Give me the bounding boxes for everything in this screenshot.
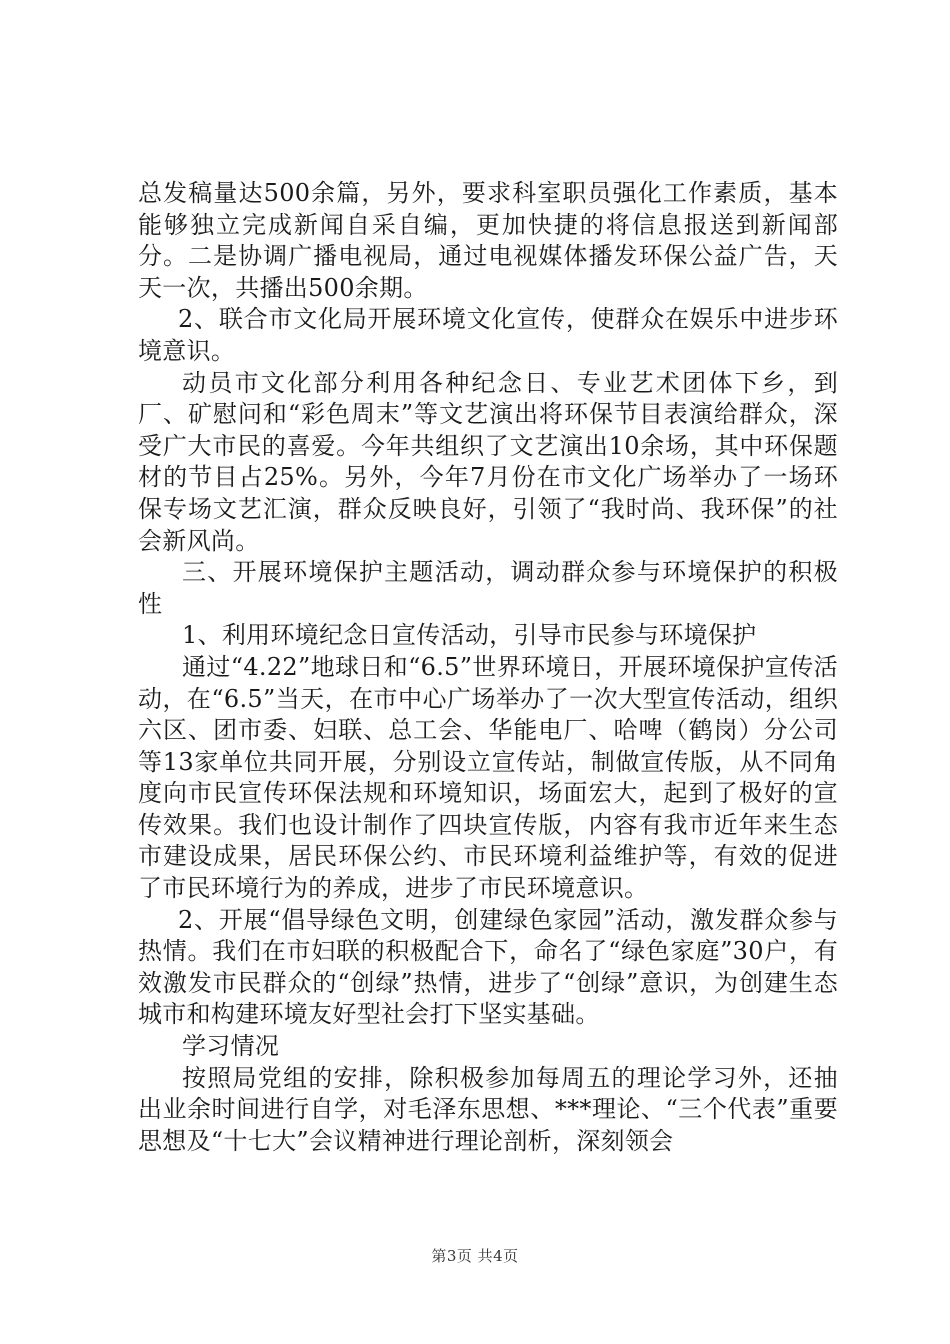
section-heading-study: 学习情况 <box>182 1032 280 1061</box>
paragraph-culture-body: 动员市文化部分利用各种纪念日、专业艺术团体下乡，到厂、矿慰问和“彩色周末”等文艺演出将环保节目表演给群众，深受广大市民的喜爱。今年共组织了文艺演出10余场，其中环保题材的节目占25%。另外，今年7月份在市文化广场举办了一场环保专场文艺汇演，群众反映良好，引领了“我时尚、我环保”的社会新风尚。 <box>138 368 838 555</box>
document-body <box>138 178 838 1157</box>
paragraph-commemoration-body: 通过“4.22”地球日和“6.5”世界环境日，开展环境保护宣传活动，在“6.5”当天，在市中心广场举办了一次大型宣传活动，组织六区、团市委、妇联、总工会、华能电厂、哈啤（鹤岗）分公司等13家单位共同开展，分别设立宣传站，制做宣传版，从不同角度向市民宣传环保法规和环境知识，场面宏大，起到了极好的宣传效果。我们也设计制作了四块宣传版，内容有我市近年来生态市建设成果，居民环保公约、市民环境利益维护等，有效的促进了市民环境行为的养成，进步了市民环境意识。 <box>138 652 838 903</box>
paragraph-study-body: 按照局党组的安排，除积极参加每周五的理论学习外，还抽出业余时间进行自学，对毛泽东思想、***理论、“三个代表”重要思想及“十七大”会议精神进行理论剖析，深刻领会 <box>138 1063 838 1155</box>
section-heading-activities: 三、开展环境保护主题活动，调动群众参与环境保护的积极性 <box>138 558 838 618</box>
page-footer: 第3页 共4页 <box>431 1247 519 1265</box>
paragraph-continuation: 总发稿量达500余篇，另外，要求科室职员强化工作素质，基本能够独立完成新闻自采自编，更加快捷的将信息报送到新闻部分。二是协调广播电视局，通过电视媒体播发环保公益广告，天天一次，共播出500余期。 <box>138 179 838 302</box>
paragraph-culture-heading: 2、联合市文化局开展环境文化宣传，使群众在娱乐中进步环境意识。 <box>138 305 838 365</box>
paragraph-green-home: 2、开展“倡导绿色文明，创建绿色家园”活动，激发群众参与热情。我们在市妇联的积极配合下，命名了“绿色家庭”30户，有效激发市民群众的“创绿”热情，进步了“创绿”意识，为创建生态城市和构建环境友好型社会打下坚实基础。 <box>138 905 838 1029</box>
paragraph-commemoration-heading: 1、利用环境纪念日宣传活动，引导市民参与环境保护 <box>182 621 757 650</box>
